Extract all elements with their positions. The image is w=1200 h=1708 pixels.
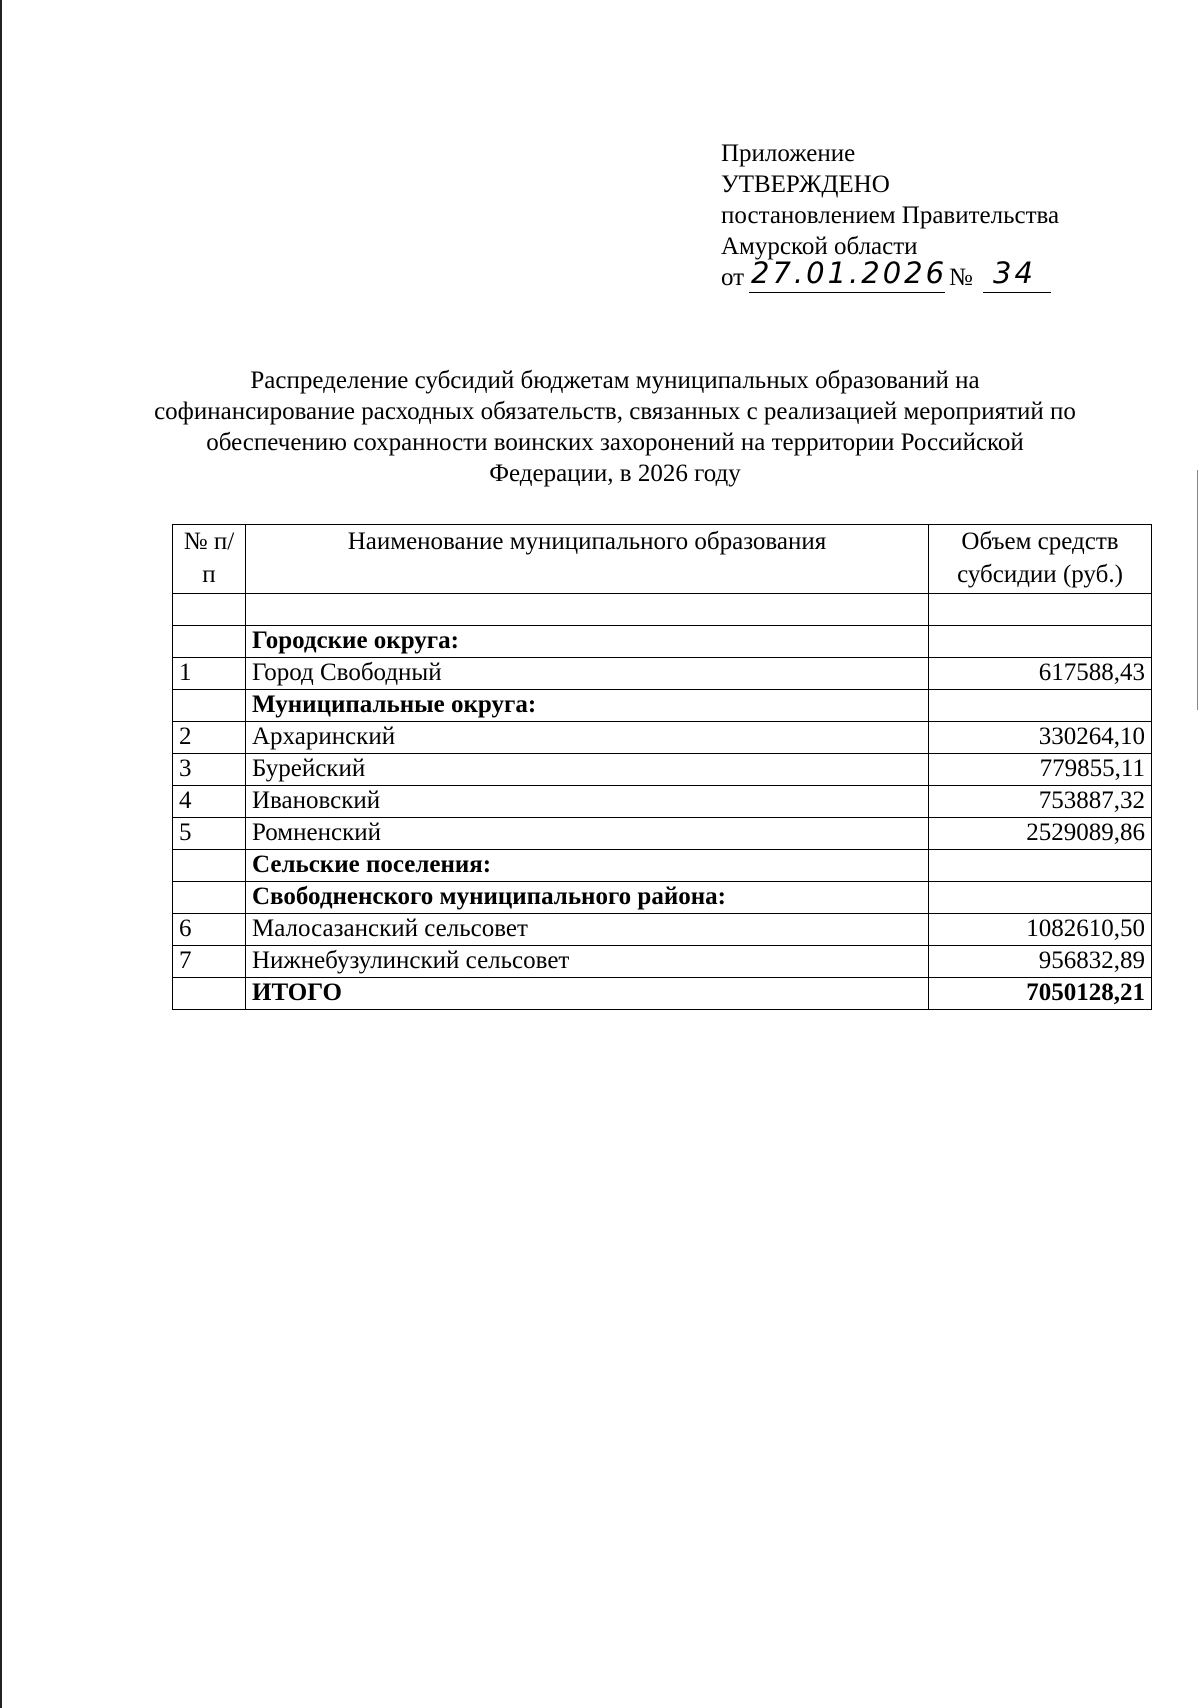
row-amount: 2529089,86 (929, 818, 1152, 850)
scan-edge-left (0, 0, 2, 1708)
row-amount (929, 690, 1152, 722)
row-name: ИТОГО (246, 978, 929, 1010)
table-row (173, 914, 1152, 946)
row-num: 5 (173, 818, 246, 850)
row-num (173, 978, 246, 1010)
table-row (173, 722, 1152, 754)
row-name: Архаринский (246, 722, 929, 754)
row-num: 6 (173, 914, 246, 946)
row-name: Сельские поселения: (246, 850, 929, 882)
table-row (173, 594, 1152, 626)
row-name: Муниципальные округа: (246, 690, 929, 722)
row-amount (929, 850, 1152, 882)
row-num: 2 (173, 722, 246, 754)
header-name: Наименование муниципального образования (246, 525, 929, 594)
table-row (173, 786, 1152, 818)
row-name: Малосазанский сельсовет (246, 914, 929, 946)
row-amount: 1082610,50 (929, 914, 1152, 946)
row-num: 1 (173, 658, 246, 690)
row-amount: 956832,89 (929, 946, 1152, 978)
header-amount: Объем средств субсидии (руб.) (929, 525, 1152, 594)
table-row (173, 658, 1152, 690)
approval-region: Амурской области (721, 233, 918, 260)
row-amount (929, 594, 1152, 626)
row-num (173, 850, 246, 882)
table-row (173, 850, 1152, 882)
row-name: Ромненский (246, 818, 929, 850)
row-num: 3 (173, 754, 246, 786)
number-prefix: № (949, 264, 973, 291)
row-amount: 753887,32 (929, 786, 1152, 818)
table-row (173, 978, 1152, 1010)
table-row (173, 626, 1152, 658)
row-num: 4 (173, 786, 246, 818)
row-amount (929, 626, 1152, 658)
date-prefix: от (721, 264, 745, 291)
row-num (173, 882, 246, 914)
approval-appendix: Приложение (721, 140, 856, 167)
row-amount: 617588,43 (929, 658, 1152, 690)
table-row (173, 946, 1152, 978)
handwritten-number: 34 (993, 256, 1036, 290)
row-name: Ивановский (246, 786, 929, 818)
table-row (173, 818, 1152, 850)
scan-edge-right (1197, 470, 1198, 710)
approval-approved: УТВЕРЖДЕНО (721, 171, 890, 198)
approval-resolution: постановлением Правительства (721, 202, 1060, 229)
table-row (173, 690, 1152, 722)
row-name: Нижнебузулинский сельсовет (246, 946, 929, 978)
row-num (173, 690, 246, 722)
approval-block (721, 138, 1059, 296)
row-num (173, 594, 246, 626)
subsidy-table (172, 524, 1152, 1010)
table-row (173, 754, 1152, 786)
number-underline (983, 292, 1051, 293)
table-row (173, 882, 1152, 914)
row-amount (929, 882, 1152, 914)
header-num: № п/п (173, 525, 246, 594)
row-name: Свободненского муниципального района: (246, 882, 929, 914)
date-underline (749, 292, 945, 293)
row-name: Городские округа: (246, 626, 929, 658)
row-num: 7 (173, 946, 246, 978)
row-name (246, 594, 929, 626)
row-num (173, 626, 246, 658)
row-name: Бурейский (246, 754, 929, 786)
row-amount: 779855,11 (929, 754, 1152, 786)
document-title: Распределение субсидий бюджетам муниципальных образований на софинансирование расходных обязательств, связанных с реализацией мероприятий по обеспечению сохранности воинских захоронений на территории Российской Федерации, в 2026 году (154, 367, 1076, 487)
row-amount: 7050128,21 (929, 978, 1152, 1010)
approval-date-line (721, 256, 1059, 296)
table-header-row (173, 525, 1152, 594)
row-amount: 330264,10 (929, 722, 1152, 754)
row-name: Город Свободный (246, 658, 929, 690)
handwritten-date: 27.01.2026 (751, 256, 948, 290)
